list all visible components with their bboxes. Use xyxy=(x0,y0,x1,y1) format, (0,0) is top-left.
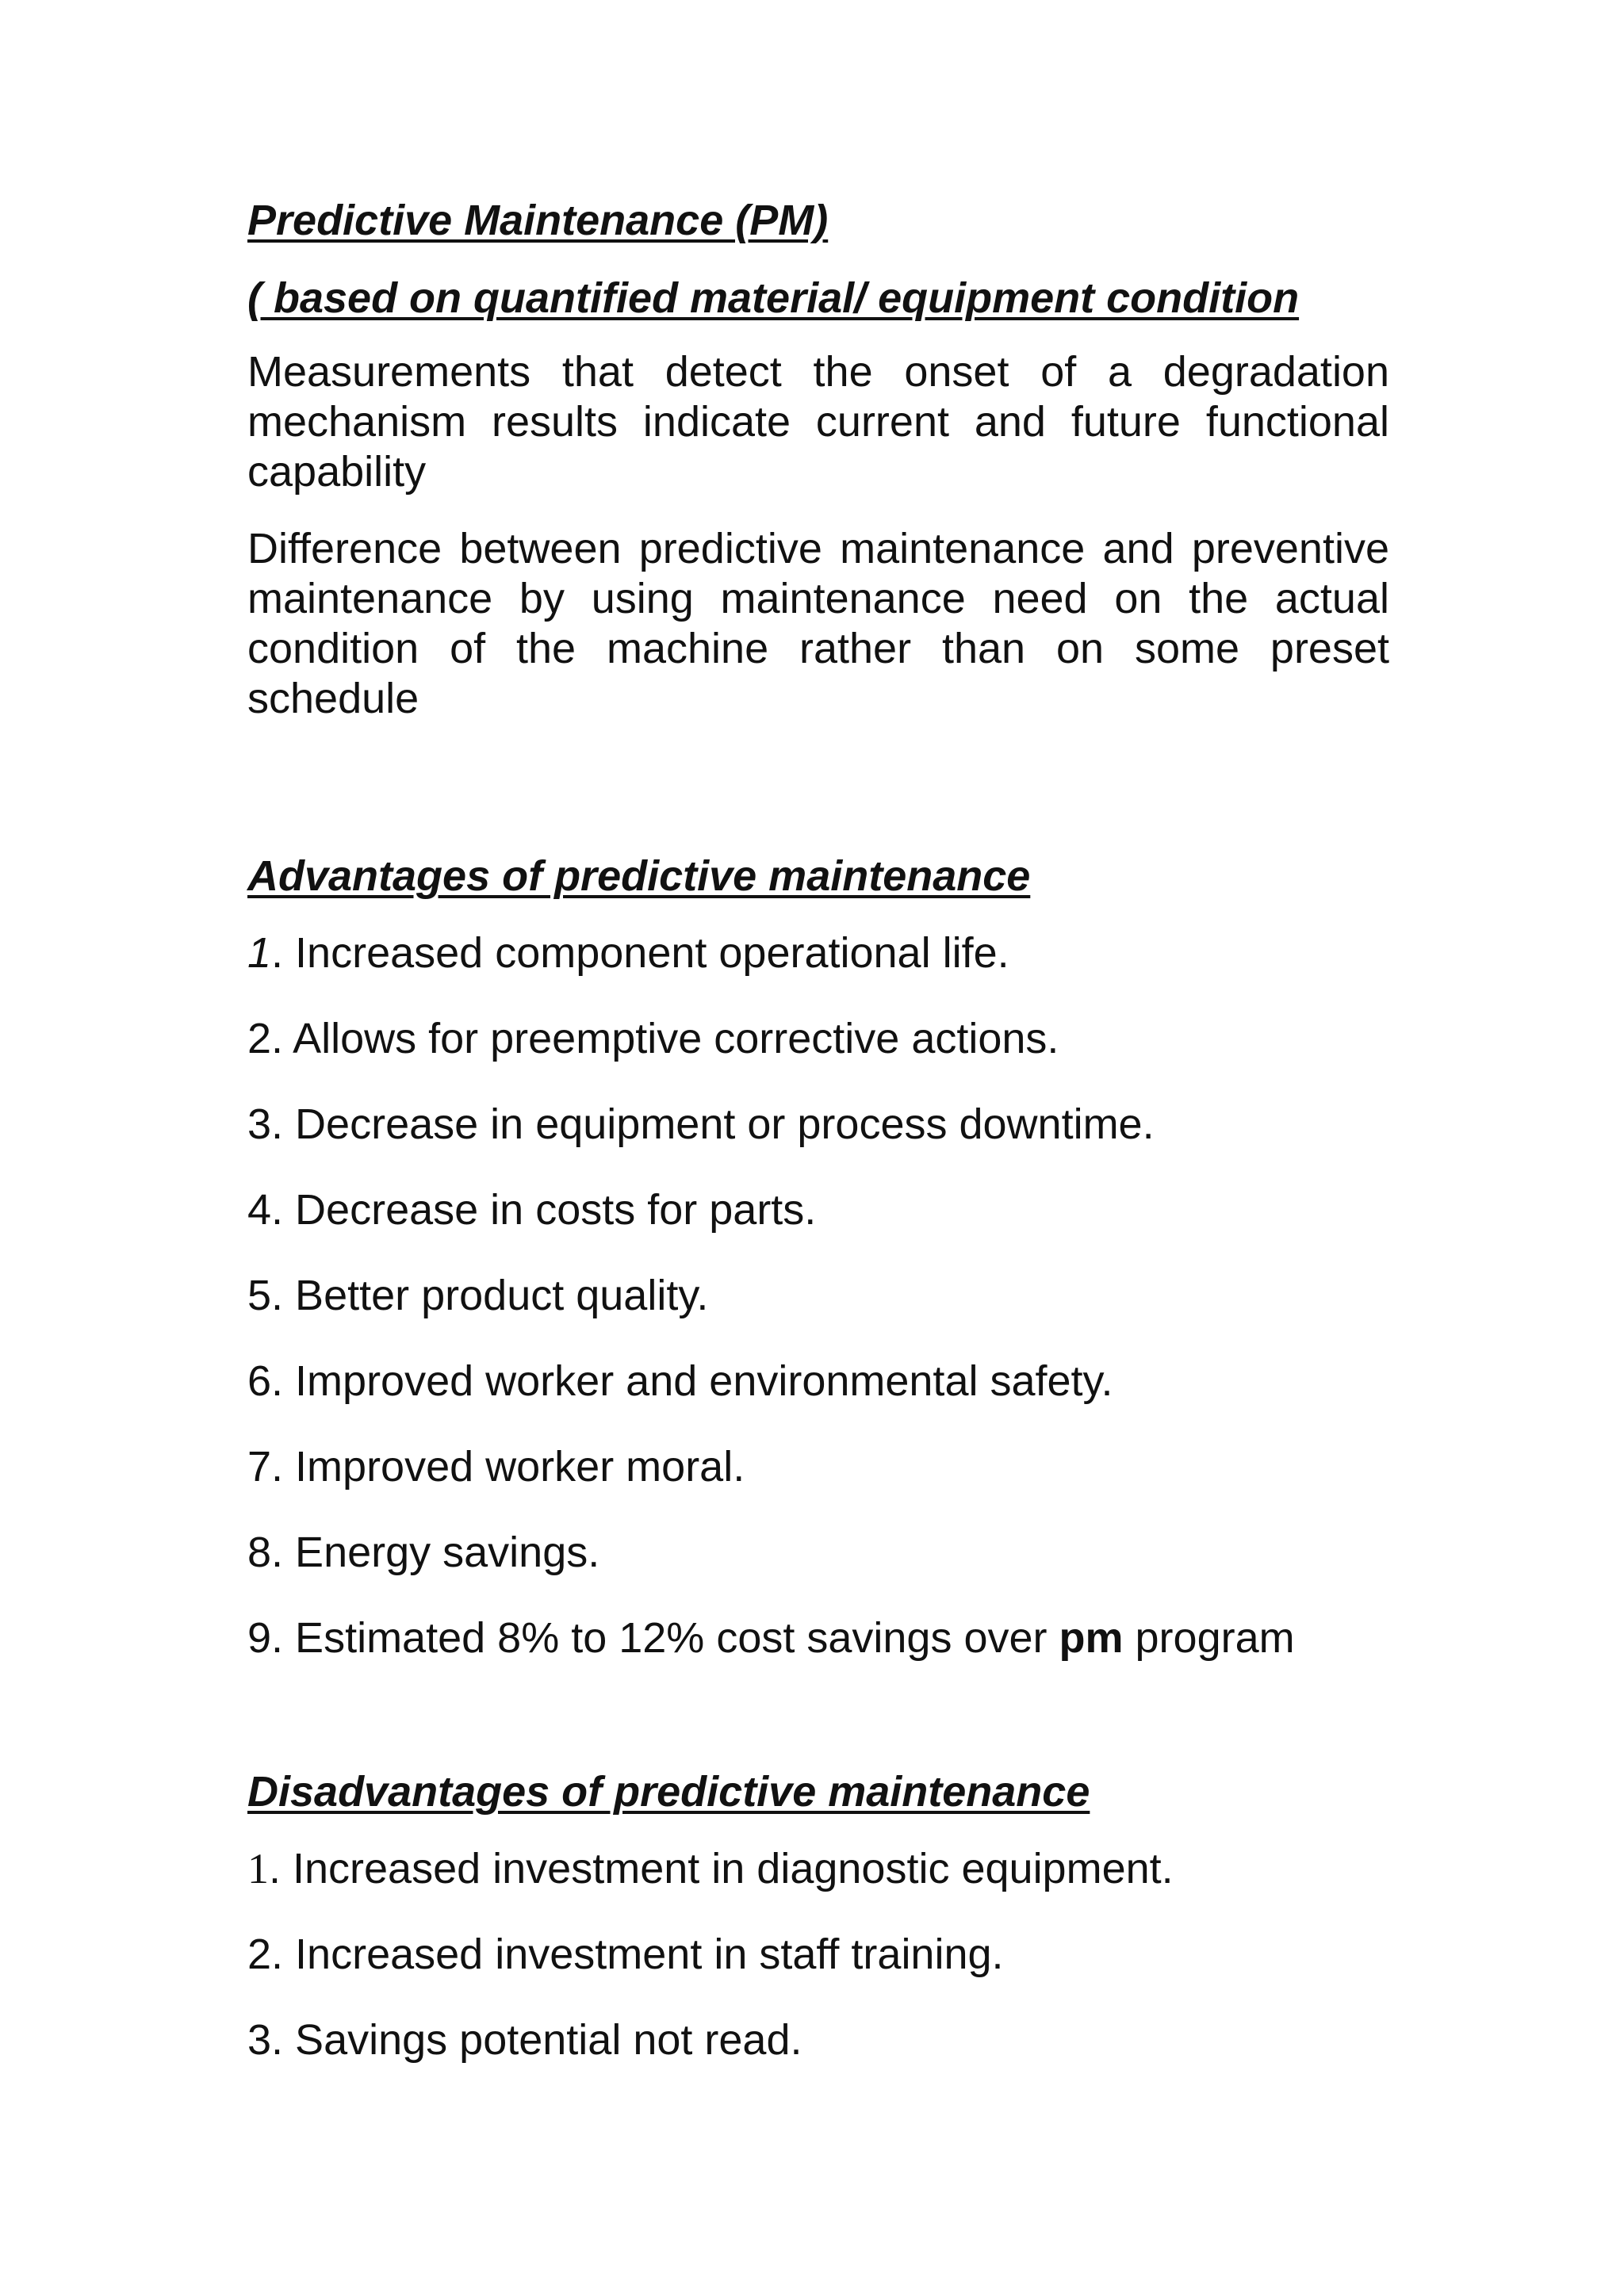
list-item: 9. Estimated 8% to 12% cost savings over pm program xyxy=(247,1614,1295,1662)
list-item: 1. Increased component operational life. xyxy=(247,929,1009,977)
list-item: 8. Energy savings. xyxy=(247,1529,600,1576)
list-item: 3. Decrease in equipment or process downtime. xyxy=(247,1100,1155,1148)
advantages-heading: Advantages of predictive maintenance xyxy=(247,852,1031,900)
disadvantages-heading: Disadvantages of predictive maintenance xyxy=(247,1768,1090,1816)
list-item: 5. Better product quality. xyxy=(247,1272,709,1319)
advantages-list xyxy=(247,928,1389,1663)
paragraph-measurements: Measurements that detect the onset of a degradation mechanism results indicate current and future functional capability xyxy=(247,348,1389,496)
disadvantages-list xyxy=(247,1844,1389,2065)
page-title: Predictive Maintenance (PM) xyxy=(247,197,829,244)
list-item: 3. Savings potential not read. xyxy=(247,2016,802,2064)
list-item: 7. Improved worker moral. xyxy=(247,1443,745,1490)
paragraph-difference: Difference between predictive maintenance and preventive maintenance by using maintenance need on the actual condition of the machine rather than on some preset schedule xyxy=(247,525,1389,722)
list-item: 1. Increased investment in diagnostic equipment. xyxy=(247,1845,1174,1892)
document-page xyxy=(247,195,1389,2101)
list-item: 4. Decrease in costs for parts. xyxy=(247,1186,817,1234)
bold-pm: pm xyxy=(1059,1614,1124,1662)
page-subtitle: ( based on quantified material/ equipment condition xyxy=(247,274,1300,322)
list-item: 2. Increased investment in staff training. xyxy=(247,1931,1004,1978)
list-item: 2. Allows for preemptive corrective actions. xyxy=(247,1015,1059,1062)
list-item: 6. Improved worker and environmental safety. xyxy=(247,1357,1113,1405)
